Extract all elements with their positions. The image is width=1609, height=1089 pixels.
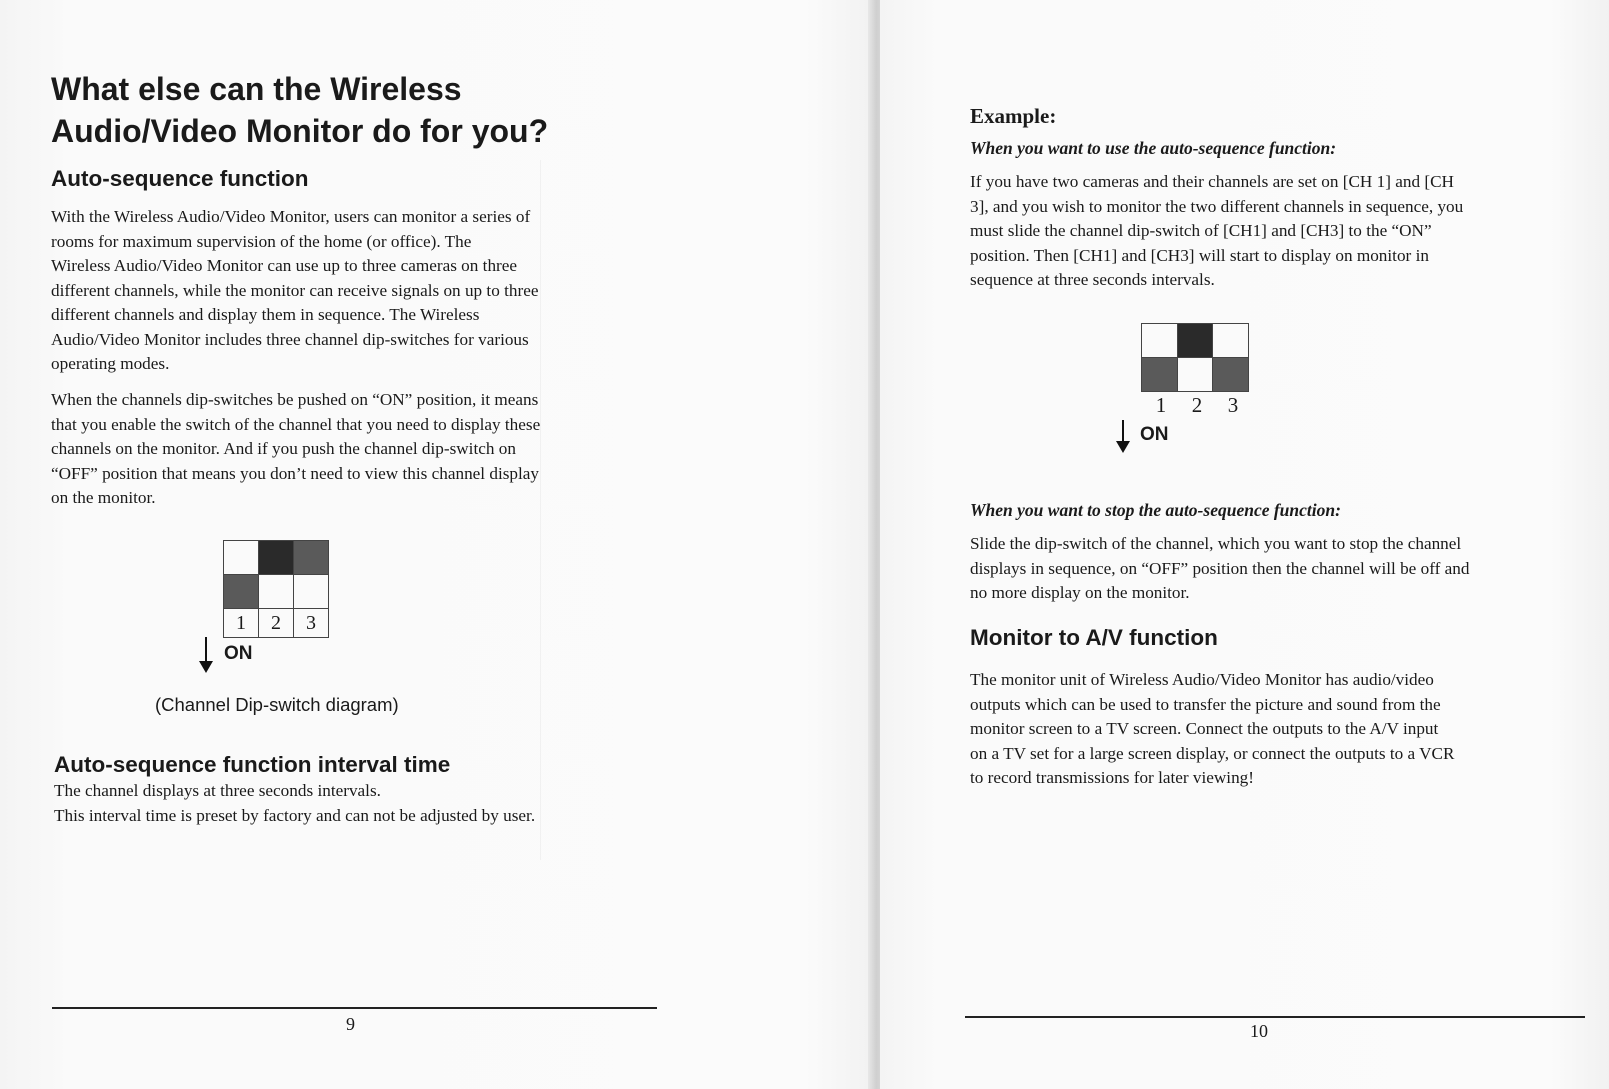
page-number: 10 bbox=[1250, 1021, 1268, 1041]
text-line: sequence at three seconds intervals. bbox=[970, 270, 1215, 289]
text-line: that you enable the switch of the channel that you need to display these bbox=[51, 414, 541, 434]
text-line: no more display on the monitor. bbox=[970, 583, 1190, 602]
page-title bbox=[51, 68, 751, 152]
text-line: 3], and you wish to monitor the two different channels in sequence, you bbox=[970, 196, 1464, 216]
text-line: When the channels dip-switches be pushed on “ON” position, it means bbox=[51, 390, 539, 409]
switch-1-off-cell bbox=[1142, 324, 1178, 358]
text-line: displays in sequence, on “OFF” position then the channel will be off and bbox=[970, 558, 1470, 578]
paragraph-interval-time bbox=[54, 779, 694, 828]
text-line: If you have two cameras and their channels are set on [CH 1] and [CH bbox=[970, 172, 1454, 191]
switch-1-on-cell bbox=[224, 575, 259, 609]
switch-number: 3 bbox=[1227, 393, 1239, 417]
text-line: Audio/Video Monitor includes three channel dip-switches for various bbox=[51, 329, 529, 349]
text-line: outputs which can be used to transfer the picture and sound from the bbox=[970, 694, 1441, 714]
section-heading-monitor-av: Monitor to A/V function bbox=[970, 625, 1218, 650]
text-line: to record transmissions for later viewing! bbox=[970, 768, 1254, 787]
switch-3-off-cell bbox=[1213, 324, 1249, 358]
text-line: different channels, while the monitor can receive signals on up to three bbox=[51, 280, 539, 300]
text-line: channels on the monitor. And if you push the channel dip-switch on bbox=[51, 439, 516, 458]
on-label: ON bbox=[1140, 424, 1169, 445]
title-line: What else can the Wireless bbox=[51, 71, 462, 107]
switch-number: 1 bbox=[224, 609, 259, 638]
switch-2-on-cell bbox=[259, 575, 294, 609]
text-line: monitor screen to a TV screen. Connect the outputs to the A/V input bbox=[970, 719, 1439, 738]
text-line: With the Wireless Audio/Video Monitor, users can monitor a series of bbox=[51, 207, 531, 226]
example-heading: Example: bbox=[970, 104, 1057, 128]
switch-1-off-cell bbox=[224, 541, 259, 575]
diagram-caption: (Channel Dip-switch diagram) bbox=[155, 694, 399, 715]
text-line: position. Then [CH1] and [CH3] will start to display on monitor in bbox=[970, 245, 1429, 265]
footer-rule bbox=[52, 1007, 657, 1009]
switch-number-row bbox=[1143, 393, 1251, 418]
switch-1-on-cell bbox=[1142, 358, 1178, 392]
subheading-stop-auto-sequence: When you want to stop the auto-sequence function: bbox=[970, 500, 1341, 520]
paragraph-monitor-av bbox=[970, 668, 1590, 791]
switch-2-off-cell bbox=[259, 541, 294, 575]
on-label: ON bbox=[224, 643, 253, 664]
text-line: The channel displays at three seconds intervals. bbox=[54, 781, 381, 800]
text-line: “OFF” position that means you don’t need to view this channel display bbox=[51, 463, 540, 483]
text-line: on a TV set for a large screen display, or connect the outputs to a VCR bbox=[970, 743, 1455, 763]
paragraph-dip-switch-explanation bbox=[51, 388, 671, 511]
text-line: operating modes. bbox=[51, 354, 170, 373]
title-line: Audio/Video Monitor do for you? bbox=[51, 113, 549, 149]
switch-number: 2 bbox=[1191, 393, 1203, 417]
text-line: rooms for maximum supervision of the home (or office). The bbox=[51, 231, 472, 251]
switch-number: 1 bbox=[1155, 393, 1167, 417]
footer-rule bbox=[965, 1016, 1585, 1018]
paragraph-example-use bbox=[970, 170, 1590, 293]
switch-number: 2 bbox=[259, 609, 294, 638]
subheading-use-auto-sequence: When you want to use the auto-sequence function: bbox=[970, 138, 1337, 158]
switch-2-off-cell bbox=[1177, 324, 1213, 358]
text-line: The monitor unit of Wireless Audio/Video Monitor has audio/video bbox=[970, 670, 1434, 689]
text-line: on the monitor. bbox=[51, 488, 156, 507]
switch-number: 3 bbox=[294, 609, 329, 638]
text-line: Slide the dip-switch of the channel, which you want to stop the channel bbox=[970, 534, 1462, 553]
switch-2-on-cell bbox=[1177, 358, 1213, 392]
text-line: Wireless Audio/Video Monitor can use up to three cameras on three bbox=[51, 256, 518, 275]
page-number: 9 bbox=[346, 1014, 355, 1034]
paragraph-example-stop bbox=[970, 532, 1590, 606]
section-heading-interval-time: Auto-sequence function interval time bbox=[54, 752, 451, 777]
switch-3-off-cell bbox=[294, 541, 329, 575]
text-line: This interval time is preset by factory and can not be adjusted by user. bbox=[54, 805, 536, 825]
section-heading-auto-sequence: Auto-sequence function bbox=[51, 166, 309, 191]
text-line: must slide the channel dip-switch of [CH1] and [CH3] to the “ON” bbox=[970, 221, 1432, 240]
switch-3-on-cell bbox=[1213, 358, 1249, 392]
paragraph-auto-sequence-intro bbox=[51, 205, 651, 377]
text-line: different channels and display them in sequence. The Wireless bbox=[51, 305, 480, 324]
dip-switch-diagram bbox=[223, 540, 329, 638]
switch-3-on-cell bbox=[294, 575, 329, 609]
arrow-head-icon bbox=[1116, 441, 1130, 453]
right-page bbox=[880, 0, 1609, 1089]
arrow-head-icon bbox=[199, 661, 213, 673]
dip-switch-diagram bbox=[1141, 323, 1249, 392]
down-arrow-icon bbox=[205, 637, 207, 663]
